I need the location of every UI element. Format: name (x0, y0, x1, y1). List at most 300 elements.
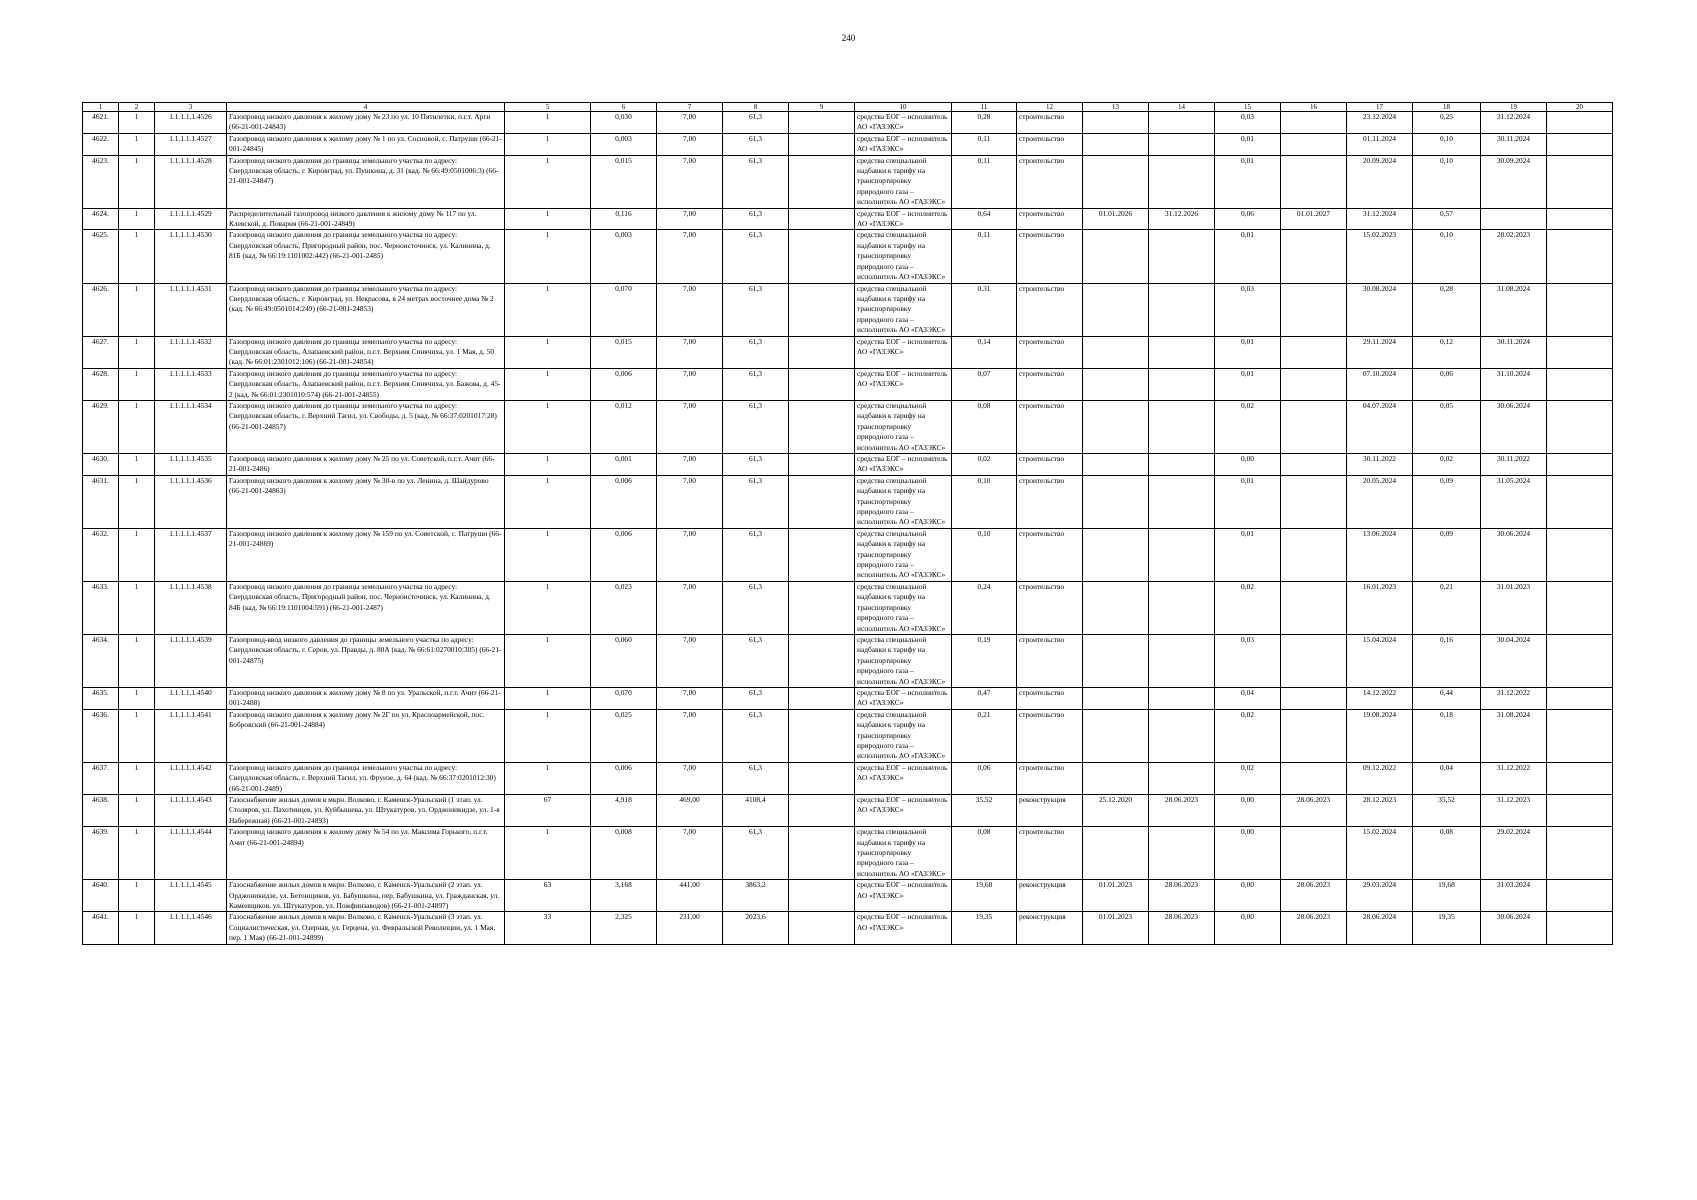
table-cell-col-5: 33 (505, 912, 591, 944)
table-cell-col-9 (789, 880, 855, 912)
table-cell-col-1: 4641. (83, 912, 119, 944)
table-cell-col-11: 0,11 (952, 155, 1017, 208)
table-row (83, 827, 1613, 880)
table-cell-col-15: 0,02 (1215, 581, 1281, 634)
table-cell-col-5: 63 (505, 880, 591, 912)
table-cell-col-10: средства ЕОГ – исполнитель АО «ГАЗЭКС» (855, 687, 952, 709)
table-cell-col-15: 0,00 (1215, 454, 1281, 476)
table-cell-col-11: 0,10 (952, 475, 1017, 528)
table-cell-col-13: 01.01.2023 (1083, 912, 1149, 944)
table-cell-col-19: 31.12.2022 (1481, 687, 1547, 709)
table-cell-col-3: 1.1.1.1.1.4531 (155, 283, 227, 336)
table-cell-col-3: 1.1.1.1.1.4527 (155, 133, 227, 155)
table-cell-col-18: 0,12 (1413, 336, 1481, 368)
table-cell-col-11: 0,11 (952, 133, 1017, 155)
table-cell-col-5: 1 (505, 634, 591, 687)
table-cell-col-1: 4640. (83, 880, 119, 912)
table-cell-col-6: 0,015 (591, 155, 657, 208)
table-cell-col-19: 31.10.2024 (1481, 368, 1547, 400)
table-cell-col-20 (1547, 454, 1613, 476)
table-row (83, 687, 1613, 709)
table-cell-col-1: 4639. (83, 827, 119, 880)
table-cell-col-1: 4633. (83, 581, 119, 634)
table-row (83, 454, 1613, 476)
table-cell-col-5: 1 (505, 336, 591, 368)
table-cell-col-12: строительство (1017, 112, 1083, 134)
table-cell-col-19 (1481, 208, 1547, 230)
table-cell-col-14 (1149, 400, 1215, 453)
table-cell-col-9 (789, 912, 855, 944)
table-cell-col-7: 7,00 (657, 283, 723, 336)
table-cell-col-5: 1 (505, 283, 591, 336)
table-cell-col-5: 1 (505, 581, 591, 634)
table-cell-col-11: 0,47 (952, 687, 1017, 709)
table-cell-col-8: 61,3 (723, 112, 789, 134)
table-cell-col-18: 0,57 (1413, 208, 1481, 230)
table-cell-col-14 (1149, 368, 1215, 400)
table-cell-col-8: 61,3 (723, 634, 789, 687)
table-cell-col-7: 441,00 (657, 880, 723, 912)
table-cell-col-14 (1149, 336, 1215, 368)
table-cell-col-11: 0,11 (952, 230, 1017, 283)
table-cell-col-19: 30.11.2024 (1481, 336, 1547, 368)
table-cell-col-2: 1 (119, 528, 155, 581)
table-cell-col-17: 29.11.2024 (1347, 336, 1413, 368)
table-cell-col-8: 61,3 (723, 283, 789, 336)
table-cell-col-9 (789, 112, 855, 134)
table-cell-col-13 (1083, 155, 1149, 208)
table-row (83, 133, 1613, 155)
document-table-wrapper (82, 102, 1613, 945)
table-row (83, 368, 1613, 400)
table-cell-col-3: 1.1.1.1.1.4542 (155, 762, 227, 794)
table-cell-col-15: 0,00 (1215, 827, 1281, 880)
table-cell-col-17: 13.06.2024 (1347, 528, 1413, 581)
table-cell-col-3: 1.1.1.1.1.4536 (155, 475, 227, 528)
table-cell-col-2: 1 (119, 454, 155, 476)
table-cell-col-14 (1149, 112, 1215, 134)
table-cell-col-20 (1547, 368, 1613, 400)
table-cell-col-2: 1 (119, 795, 155, 827)
table-cell-col-4: Газопровод низкого давления до границы земельного участка по адресу: Свердловская область, Пригородный район, пос. Черноисточинск, ул. Калинина, д. 84Б (кад. № 66:19:1101004:591) (66-21-001-2487) (227, 581, 505, 634)
column-header-15: 15 (1215, 103, 1281, 112)
column-header-16: 16 (1281, 103, 1347, 112)
table-cell-col-2: 1 (119, 687, 155, 709)
table-cell-col-9 (789, 795, 855, 827)
table-cell-col-6: 0,001 (591, 454, 657, 476)
table-cell-col-9 (789, 133, 855, 155)
table-cell-col-16 (1281, 230, 1347, 283)
table-cell-col-7: 7,00 (657, 155, 723, 208)
table-cell-col-9 (789, 634, 855, 687)
table-cell-col-12: строительство (1017, 400, 1083, 453)
table-cell-col-1: 4630. (83, 454, 119, 476)
table-cell-col-18: 35,52 (1413, 795, 1481, 827)
table-cell-col-12: строительство (1017, 528, 1083, 581)
table-cell-col-1: 4638. (83, 795, 119, 827)
header-row (83, 103, 1613, 112)
table-cell-col-11: 0,06 (952, 762, 1017, 794)
table-cell-col-11: 0,28 (952, 112, 1017, 134)
table-cell-col-19: 30.11.2024 (1481, 133, 1547, 155)
table-cell-col-4: Газопровод низкого давления к жилому дому № 159 по ул. Советской, с. Патруши (66-21-001-24869) (227, 528, 505, 581)
table-cell-col-3: 1.1.1.1.1.4529 (155, 208, 227, 230)
table-cell-col-9 (789, 230, 855, 283)
table-cell-col-6: 0,015 (591, 336, 657, 368)
table-cell-col-6: 0,025 (591, 709, 657, 762)
table-cell-col-13: 01.01.2026 (1083, 208, 1149, 230)
table-cell-col-8: 61,3 (723, 709, 789, 762)
table-cell-col-4: Газопровод низкого давления до границы земельного участка по адресу: Свердловская область, Пригородный район, пос. Черноисточинск, ул. Калинина, д. 81Б (кад. № 66:19:1101002:442) (66-21-001-2485) (227, 230, 505, 283)
table-cell-col-11: 0,24 (952, 581, 1017, 634)
column-header-7: 7 (657, 103, 723, 112)
table-row (83, 528, 1613, 581)
table-cell-col-10: средства специальной надбавки к тарифу на транспортировку природного газа – исполнитель АО «ГАЗЭКС» (855, 528, 952, 581)
table-cell-col-18: 0,05 (1413, 400, 1481, 453)
table-row (83, 475, 1613, 528)
table-cell-col-7: 7,00 (657, 687, 723, 709)
table-cell-col-17: 09.12.2022 (1347, 762, 1413, 794)
table-cell-col-6: 0,006 (591, 475, 657, 528)
table-cell-col-2: 1 (119, 709, 155, 762)
table-row (83, 912, 1613, 944)
column-header-18: 18 (1413, 103, 1481, 112)
table-cell-col-8: 61,3 (723, 400, 789, 453)
table-cell-col-1: 4628. (83, 368, 119, 400)
table-cell-col-8: 61,3 (723, 762, 789, 794)
table-cell-col-12: строительство (1017, 687, 1083, 709)
table-cell-col-15: 0,00 (1215, 795, 1281, 827)
table-cell-col-9 (789, 208, 855, 230)
table-cell-col-2: 1 (119, 336, 155, 368)
table-cell-col-8: 61,3 (723, 687, 789, 709)
table-cell-col-4: Газопровод низкого давления до границы земельного участка по адресу: Свердловская область, г. Кировград, ул. Пушкина, д. 31 (кад. № 66:49:0501006:3) (66-21-001-24847) (227, 155, 505, 208)
table-cell-col-13 (1083, 687, 1149, 709)
table-cell-col-7: 7,00 (657, 475, 723, 528)
column-header-4: 4 (227, 103, 505, 112)
table-cell-col-3: 1.1.1.1.1.4526 (155, 112, 227, 134)
table-cell-col-18: 0,18 (1413, 709, 1481, 762)
table-cell-col-3: 1.1.1.1.1.4545 (155, 880, 227, 912)
table-cell-col-11: 0,08 (952, 400, 1017, 453)
table-cell-col-1: 4634. (83, 634, 119, 687)
table-cell-col-15: 0,03 (1215, 112, 1281, 134)
table-cell-col-15: 0,03 (1215, 283, 1281, 336)
table-cell-col-20 (1547, 880, 1613, 912)
table-cell-col-5: 1 (505, 230, 591, 283)
table-cell-col-20 (1547, 283, 1613, 336)
table-cell-col-17: 15.04.2024 (1347, 634, 1413, 687)
table-cell-col-18: 19,35 (1413, 912, 1481, 944)
table-cell-col-4: Газопровод низкого давления до границы земельного участка по адресу: Свердловская область, г. Верхний Тагил, ул. Фрунзе, д. 64 (кад. № 66:37:0201012:30) (66-21-001-2489) (227, 762, 505, 794)
table-cell-col-2: 1 (119, 827, 155, 880)
table-cell-col-9 (789, 336, 855, 368)
table-cell-col-5: 1 (505, 709, 591, 762)
table-cell-col-16 (1281, 283, 1347, 336)
table-cell-col-19: 29.02.2024 (1481, 827, 1547, 880)
table-cell-col-4: Газопровод низкого давления к жилому дому № 2Г по ул. Красноармейской, пос. Бобровский (66-21-001-24884) (227, 709, 505, 762)
table-cell-col-20 (1547, 827, 1613, 880)
table-cell-col-9 (789, 454, 855, 476)
table-cell-col-17: 28.12.2023 (1347, 795, 1413, 827)
table-cell-col-4: Распределительный газопровод низкого давления к жилому дому № 117 по ул. Клевской, д. Поварня (66-21-001-24849) (227, 208, 505, 230)
table-cell-col-19: 31.12.2024 (1481, 112, 1547, 134)
table-cell-col-15: 0,02 (1215, 709, 1281, 762)
table-cell-col-19: 30.09.2024 (1481, 155, 1547, 208)
table-cell-col-5: 1 (505, 475, 591, 528)
table-cell-col-14 (1149, 528, 1215, 581)
table-cell-col-15: 0,03 (1215, 634, 1281, 687)
table-cell-col-13 (1083, 528, 1149, 581)
table-cell-col-15: 0,01 (1215, 528, 1281, 581)
table-cell-col-14: 28.06.2023 (1149, 912, 1215, 944)
table-cell-col-7: 7,00 (657, 634, 723, 687)
table-cell-col-16 (1281, 634, 1347, 687)
table-cell-col-13 (1083, 475, 1149, 528)
table-cell-col-13 (1083, 112, 1149, 134)
table-cell-col-13: 01.01.2023 (1083, 880, 1149, 912)
table-cell-col-16 (1281, 709, 1347, 762)
table-cell-col-2: 1 (119, 475, 155, 528)
table-cell-col-17: 15.02.2024 (1347, 827, 1413, 880)
table-cell-col-20 (1547, 762, 1613, 794)
table-cell-col-19: 30.11.2022 (1481, 454, 1547, 476)
table-cell-col-4: Газопровод низкого давления до границы земельного участка по адресу: Свердловская область, г. Верхний Тагил, ул. Свободы, д. 5 (кад. № 66:37:0201017:28) (66-21-001-24857) (227, 400, 505, 453)
table-cell-col-7: 231,00 (657, 912, 723, 944)
table-cell-col-20 (1547, 208, 1613, 230)
table-cell-col-18: 0,04 (1413, 762, 1481, 794)
table-cell-col-1: 4631. (83, 475, 119, 528)
table-cell-col-14 (1149, 454, 1215, 476)
table-cell-col-16 (1281, 528, 1347, 581)
column-header-11: 11 (952, 103, 1017, 112)
table-cell-col-4: Газопровод низкого давления к жилому дому № 54 по ул. Максима Горького, п.г.т. Ачит (66-21-001-24894) (227, 827, 505, 880)
table-cell-col-15: 0,01 (1215, 368, 1281, 400)
table-cell-col-9 (789, 155, 855, 208)
table-cell-col-5: 1 (505, 687, 591, 709)
table-cell-col-12: строительство (1017, 208, 1083, 230)
table-cell-col-20 (1547, 230, 1613, 283)
table-cell-col-6: 0,006 (591, 528, 657, 581)
column-header-13: 13 (1083, 103, 1149, 112)
table-cell-col-1: 4624. (83, 208, 119, 230)
table-cell-col-13 (1083, 762, 1149, 794)
table-cell-col-7: 7,00 (657, 762, 723, 794)
table-cell-col-7: 7,00 (657, 336, 723, 368)
table-cell-col-18: 0,10 (1413, 133, 1481, 155)
table-cell-col-3: 1.1.1.1.1.4537 (155, 528, 227, 581)
table-cell-col-17: 07.10.2024 (1347, 368, 1413, 400)
table-cell-col-1: 4623. (83, 155, 119, 208)
table-cell-col-11: 35,52 (952, 795, 1017, 827)
table-cell-col-9 (789, 400, 855, 453)
table-cell-col-13 (1083, 400, 1149, 453)
table-cell-col-5: 1 (505, 400, 591, 453)
table-cell-col-13 (1083, 827, 1149, 880)
table-cell-col-8: 2023,6 (723, 912, 789, 944)
table-cell-col-8: 61,3 (723, 208, 789, 230)
table-cell-col-3: 1.1.1.1.1.4533 (155, 368, 227, 400)
table-row (83, 880, 1613, 912)
table-cell-col-20 (1547, 133, 1613, 155)
table-cell-col-3: 1.1.1.1.1.4530 (155, 230, 227, 283)
table-cell-col-12: строительство (1017, 336, 1083, 368)
table-cell-col-19: 31.08.2024 (1481, 283, 1547, 336)
table-cell-col-6: 0,006 (591, 762, 657, 794)
table-cell-col-11: 0,21 (952, 709, 1017, 762)
table-cell-col-1: 4625. (83, 230, 119, 283)
table-cell-col-20 (1547, 912, 1613, 944)
table-cell-col-7: 7,00 (657, 133, 723, 155)
table-cell-col-13 (1083, 230, 1149, 283)
table-cell-col-18: 0,02 (1413, 454, 1481, 476)
table-cell-col-6: 0,012 (591, 400, 657, 453)
table-cell-col-16 (1281, 475, 1347, 528)
table-cell-col-2: 1 (119, 133, 155, 155)
table-cell-col-15: 0,01 (1215, 230, 1281, 283)
table-cell-col-12: строительство (1017, 230, 1083, 283)
table-row (83, 709, 1613, 762)
table-cell-col-2: 1 (119, 400, 155, 453)
table-cell-col-12: строительство (1017, 762, 1083, 794)
table-cell-col-2: 1 (119, 912, 155, 944)
table-cell-col-10: средства специальной надбавки к тарифу на транспортировку природного газа – исполнитель АО «ГАЗЭКС» (855, 155, 952, 208)
table-cell-col-11: 0,14 (952, 336, 1017, 368)
table-cell-col-10: средства ЕОГ – исполнитель АО «ГАЗЭКС» (855, 880, 952, 912)
table-cell-col-3: 1.1.1.1.1.4538 (155, 581, 227, 634)
table-cell-col-19: 31.12.2022 (1481, 762, 1547, 794)
column-header-19: 19 (1481, 103, 1547, 112)
table-cell-col-4: Газопровод низкого давления к жилому дому № 23 по ул. 10 Пятилетки, п.г.т. Арти (66-21-001-24843) (227, 112, 505, 134)
column-header-9: 9 (789, 103, 855, 112)
table-cell-col-8: 3863,2 (723, 880, 789, 912)
table-cell-col-9 (789, 827, 855, 880)
table-cell-col-16 (1281, 687, 1347, 709)
table-cell-col-10: средства специальной надбавки к тарифу на транспортировку природного газа – исполнитель АО «ГАЗЭКС» (855, 709, 952, 762)
table-cell-col-15: 0,00 (1215, 880, 1281, 912)
table-cell-col-6: 0,023 (591, 581, 657, 634)
column-header-17: 17 (1347, 103, 1413, 112)
table-cell-col-5: 1 (505, 454, 591, 476)
table-cell-col-1: 4627. (83, 336, 119, 368)
table-cell-col-6: 0,006 (591, 368, 657, 400)
table-cell-col-4: Газоснабжение жилых домов в мкрн. Волково, г. Каменск-Уральский (1 этап. ул. Столяров, ул. Пахотинцев, ул. Куйбышева, ул. Штукатуров, ул. Орджоникидзе, ул. 1-я Набережная) (66-21-001-24893) (227, 795, 505, 827)
table-cell-col-11: 0,19 (952, 634, 1017, 687)
table-cell-col-10: средства ЕОГ – исполнитель АО «ГАЗЭКС» (855, 454, 952, 476)
table-cell-col-17: 14.12.2022 (1347, 687, 1413, 709)
table-cell-col-11: 0,31 (952, 283, 1017, 336)
table-cell-col-14: 28.06.2023 (1149, 795, 1215, 827)
table-cell-col-17: 28.06.2024 (1347, 912, 1413, 944)
table-cell-col-9 (789, 528, 855, 581)
table-cell-col-3: 1.1.1.1.1.4546 (155, 912, 227, 944)
table-cell-col-5: 1 (505, 762, 591, 794)
table-cell-col-6: 0,030 (591, 112, 657, 134)
table-cell-col-14: 31.12.2026 (1149, 208, 1215, 230)
page-number: 240 (841, 33, 856, 43)
table-cell-col-5: 1 (505, 827, 591, 880)
table-cell-col-20 (1547, 336, 1613, 368)
table-cell-col-3: 1.1.1.1.1.4541 (155, 709, 227, 762)
table-cell-col-1: 4622. (83, 133, 119, 155)
table-cell-col-3: 1.1.1.1.1.4543 (155, 795, 227, 827)
table-cell-col-19: 31.01.2023 (1481, 581, 1547, 634)
table-cell-col-5: 1 (505, 368, 591, 400)
table-cell-col-12: строительство (1017, 709, 1083, 762)
table-cell-col-17: 30.11.2022 (1347, 454, 1413, 476)
table-row (83, 400, 1613, 453)
table-row (83, 283, 1613, 336)
table-cell-col-16: 28.06.2023 (1281, 912, 1347, 944)
table-cell-col-6: 0,116 (591, 208, 657, 230)
table-cell-col-6: 3,168 (591, 880, 657, 912)
table-cell-col-13 (1083, 336, 1149, 368)
column-header-6: 6 (591, 103, 657, 112)
table-cell-col-9 (789, 687, 855, 709)
table-cell-col-10: средства специальной надбавки к тарифу на транспортировку природного газа – исполнитель АО «ГАЗЭКС» (855, 475, 952, 528)
table-cell-col-4: Газопровод низкого давления до границы земельного участка по адресу: Свердловская область, Алапаевский район, п.г.т. Верхняя Синячиха, ул. Бажова, д. 45-2 (кад. № 66:01:2301010:574) (66-21-001-24855) (227, 368, 505, 400)
table-cell-col-10: средства специальной надбавки к тарифу на транспортировку природного газа – исполнитель АО «ГАЗЭКС» (855, 827, 952, 880)
table-cell-col-14 (1149, 827, 1215, 880)
table-row (83, 112, 1613, 134)
table-cell-col-12: реконструкция (1017, 795, 1083, 827)
table-cell-col-10: средства ЕОГ – исполнитель АО «ГАЗЭКС» (855, 795, 952, 827)
table-cell-col-2: 1 (119, 208, 155, 230)
table-cell-col-12: строительство (1017, 634, 1083, 687)
table-cell-col-1: 4629. (83, 400, 119, 453)
table-cell-col-17: 30.08.2024 (1347, 283, 1413, 336)
table-cell-col-19: 28.02.2023 (1481, 230, 1547, 283)
table-cell-col-19: 31.08.2024 (1481, 709, 1547, 762)
table-cell-col-18: 0,10 (1413, 155, 1481, 208)
table-cell-col-17: 15.02.2023 (1347, 230, 1413, 283)
table-cell-col-7: 7,00 (657, 709, 723, 762)
column-header-5: 5 (505, 103, 591, 112)
table-cell-col-19: 30.06.2024 (1481, 528, 1547, 581)
table-cell-col-7: 7,00 (657, 112, 723, 134)
table-cell-col-16: 01.01.2027 (1281, 208, 1347, 230)
table-cell-col-20 (1547, 581, 1613, 634)
table-cell-col-10: средства ЕОГ – исполнитель АО «ГАЗЭКС» (855, 112, 952, 134)
table-cell-col-10: средства специальной надбавки к тарифу на транспортировку природного газа – исполнитель АО «ГАЗЭКС» (855, 400, 952, 453)
table-cell-col-4: Газопровод низкого давления к жилому дому № 25 по ул. Советской, п.г.т. Ачит (66-21-001-2486) (227, 454, 505, 476)
table-cell-col-8: 61,3 (723, 454, 789, 476)
table-cell-col-10: средства ЕОГ – исполнитель АО «ГАЗЭКС» (855, 133, 952, 155)
table-cell-col-3: 1.1.1.1.1.4534 (155, 400, 227, 453)
gas-pipeline-table (82, 102, 1613, 945)
table-cell-col-9 (789, 581, 855, 634)
column-header-8: 8 (723, 103, 789, 112)
table-cell-col-1: 4637. (83, 762, 119, 794)
table-cell-col-8: 61,3 (723, 155, 789, 208)
table-cell-col-2: 1 (119, 634, 155, 687)
table-row (83, 208, 1613, 230)
table-cell-col-6: 0,003 (591, 230, 657, 283)
table-cell-col-2: 1 (119, 581, 155, 634)
table-cell-col-5: 1 (505, 528, 591, 581)
column-header-3: 3 (155, 103, 227, 112)
table-cell-col-5: 1 (505, 208, 591, 230)
table-cell-col-7: 7,00 (657, 230, 723, 283)
table-cell-col-15: 0,01 (1215, 475, 1281, 528)
table-cell-col-8: 61,3 (723, 230, 789, 283)
table-cell-col-20 (1547, 687, 1613, 709)
table-cell-col-17: 19.08.2024 (1347, 709, 1413, 762)
table-cell-col-16 (1281, 827, 1347, 880)
table-cell-col-9 (789, 475, 855, 528)
table-cell-col-4: Газоснабжение жилых домов в мкрн. Волково, г. Каменск-Уральский (3 этап. ул. Социалистическая, ул. Озерная, ул. Герцена, ул. Февральской Революции, ул. 1 Мая, пер. 1 Мая) (66-21-001-24899) (227, 912, 505, 944)
table-cell-col-7: 469,00 (657, 795, 723, 827)
